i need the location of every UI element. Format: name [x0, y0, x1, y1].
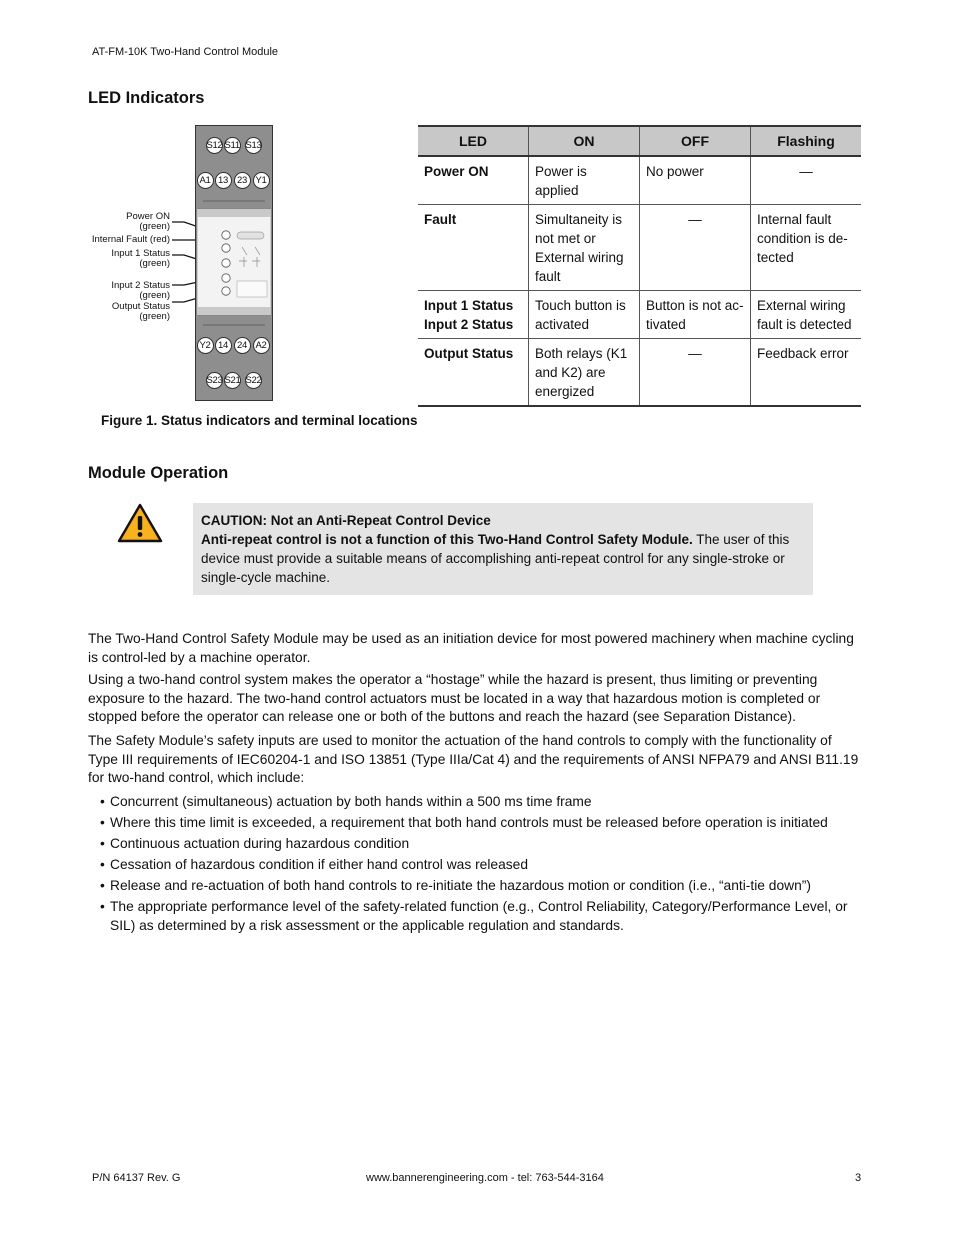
terminal-S11: S11 [224, 137, 241, 154]
table-row [418, 339, 861, 407]
cell-led: Power ON [418, 156, 529, 205]
footer-contact: www.bannerengineering.com - tel: 763-544-3164 [366, 1172, 604, 1184]
cell-led-line1: Input 1 Status [424, 298, 514, 313]
cell-off: — [640, 205, 751, 291]
terminal-Y2: Y2 [197, 337, 214, 354]
terminal-S22: S22 [245, 372, 262, 389]
led-indicators-heading: LED Indicators [88, 89, 205, 107]
cell-led: Output Status [418, 339, 529, 407]
col-header-on: ON [529, 126, 640, 156]
terminal-S23: S23 [206, 372, 223, 389]
cell-on: Both relays (K1 and K2) are energized [529, 339, 640, 407]
caution-box [193, 503, 813, 595]
cell-off: No power [640, 156, 751, 205]
col-header-led: LED [418, 126, 529, 156]
cell-led [418, 291, 529, 339]
input1-label-line2: (green) [139, 258, 170, 269]
list-item: • Cessation of hazardous condition if either hand control was released [100, 856, 865, 875]
paragraph: The Safety Module’s safety inputs are used to monitor the actuation of the hand controls to comply with the functionality of Type III requirements of IEC60204-1 and ISO 13851 (Type IIIa/Cat 4) and the requirements of ANSI NFPA79 and ANSI B11.19 for two-hand control, which include: [88, 733, 859, 785]
output-label-line2: (green) [139, 311, 170, 322]
figure-caption: Figure 1. Status indicators and terminal locations [101, 413, 418, 428]
power-on-label-line2: (green) [139, 221, 170, 232]
table-header-row [418, 126, 861, 156]
table-row [418, 291, 861, 339]
cell-flashing: Feedback error [751, 339, 862, 407]
cell-led-line2: Input 2 Status [424, 317, 514, 332]
terminal-24: 24 [234, 337, 251, 354]
module-operation-heading: Module Operation [88, 464, 229, 482]
cell-on: Simultaneity is not met or External wiring fault [529, 205, 640, 291]
table-row [418, 156, 861, 205]
table-row [418, 205, 861, 291]
list-item: • Continuous actuation during hazardous condition [100, 835, 865, 854]
col-header-off: OFF [640, 126, 751, 156]
cell-flashing: — [751, 156, 862, 205]
terminal-S13: S13 [245, 137, 262, 154]
list-item: • Where this time limit is exceeded, a requirement that both hand controls must be released before operation is initiated [100, 814, 865, 833]
output-label-line1: Output Status [111, 301, 170, 312]
cell-on: Touch button is activated [529, 291, 640, 339]
module-diagram [195, 125, 273, 401]
cell-on: Power is applied [529, 156, 640, 205]
terminal-A2: A2 [253, 337, 270, 354]
terminal-23: 23 [234, 172, 251, 189]
footer-page-number: 3 [855, 1172, 862, 1184]
warning-icon [117, 503, 163, 543]
input1-label-line1: Input 1 Status [111, 248, 170, 259]
power-on-label-line1: Power ON [126, 211, 170, 222]
output-status-label [80, 302, 170, 322]
terminal-13: 13 [215, 172, 232, 189]
caution-bold-text: Anti-repeat control is not a function of this Two-Hand Control Safety Module. [201, 532, 693, 547]
footer-part-number: P/N 64137 Rev. G [92, 1172, 181, 1184]
cell-off: Button is not ac-tivated [640, 291, 751, 339]
list-item: • Release and re-actuation of both hand controls to re-initiate the hazardous motion or condition (i.e., “anti-tie down”) [100, 877, 865, 896]
caution-text: The user of this device must provide a suitable means of accomplishing anti-repeat control for any single-stroke or single-cycle machine. [201, 532, 790, 585]
input2-label-line1: Input 2 Status [111, 280, 170, 291]
col-header-flashing: Flashing [751, 126, 862, 156]
cell-flashing: External wiring fault is detected [751, 291, 862, 339]
cell-off: — [640, 339, 751, 407]
power-on-label [80, 212, 170, 232]
cell-flashing: Internal fault condition is de-tected [751, 205, 862, 291]
document-header: AT-FM-10K Two-Hand Control Module [92, 46, 279, 58]
list-item: • The appropriate performance level of the safety-related function (e.g., Control Reliability, Category/Performance Level, or SIL) as determined by a risk assessment or the applicable regulation and standards. [100, 898, 865, 935]
input1-status-label [80, 249, 170, 269]
terminal-S12: S12 [206, 137, 223, 154]
terminal-Y1: Y1 [253, 172, 270, 189]
internal-fault-label: Internal Fault (red) [91, 234, 170, 245]
terminal-A1: A1 [197, 172, 214, 189]
paragraph: The Two-Hand Control Safety Module may be used as an initiation device for most powered machinery when machine cycling is control-led by a machine operator. [88, 631, 854, 665]
paragraph: Using a two-hand control system makes the operator a “hostage” while the hazard is present, thus limiting or preventing exposure to the hazard. The two-hand control actuators must be located in a way that hazardous motion is completed or stopped before the operator can release one or both of the buttons and reach the hazard (see Separation Distance). [88, 672, 821, 724]
list-item: • Concurrent (simultaneous) actuation by both hands within a 500 ms time frame [100, 793, 865, 812]
input2-status-label [80, 281, 170, 301]
requirements-list [100, 793, 865, 938]
terminal-S21: S21 [224, 372, 241, 389]
led-table [418, 125, 861, 407]
terminal-14: 14 [215, 337, 232, 354]
caution-body [201, 530, 804, 587]
cell-led: Fault [418, 205, 529, 291]
input2-label-line2: (green) [139, 290, 170, 301]
caution-title: CAUTION: Not an Anti-Repeat Control Device [201, 513, 491, 528]
